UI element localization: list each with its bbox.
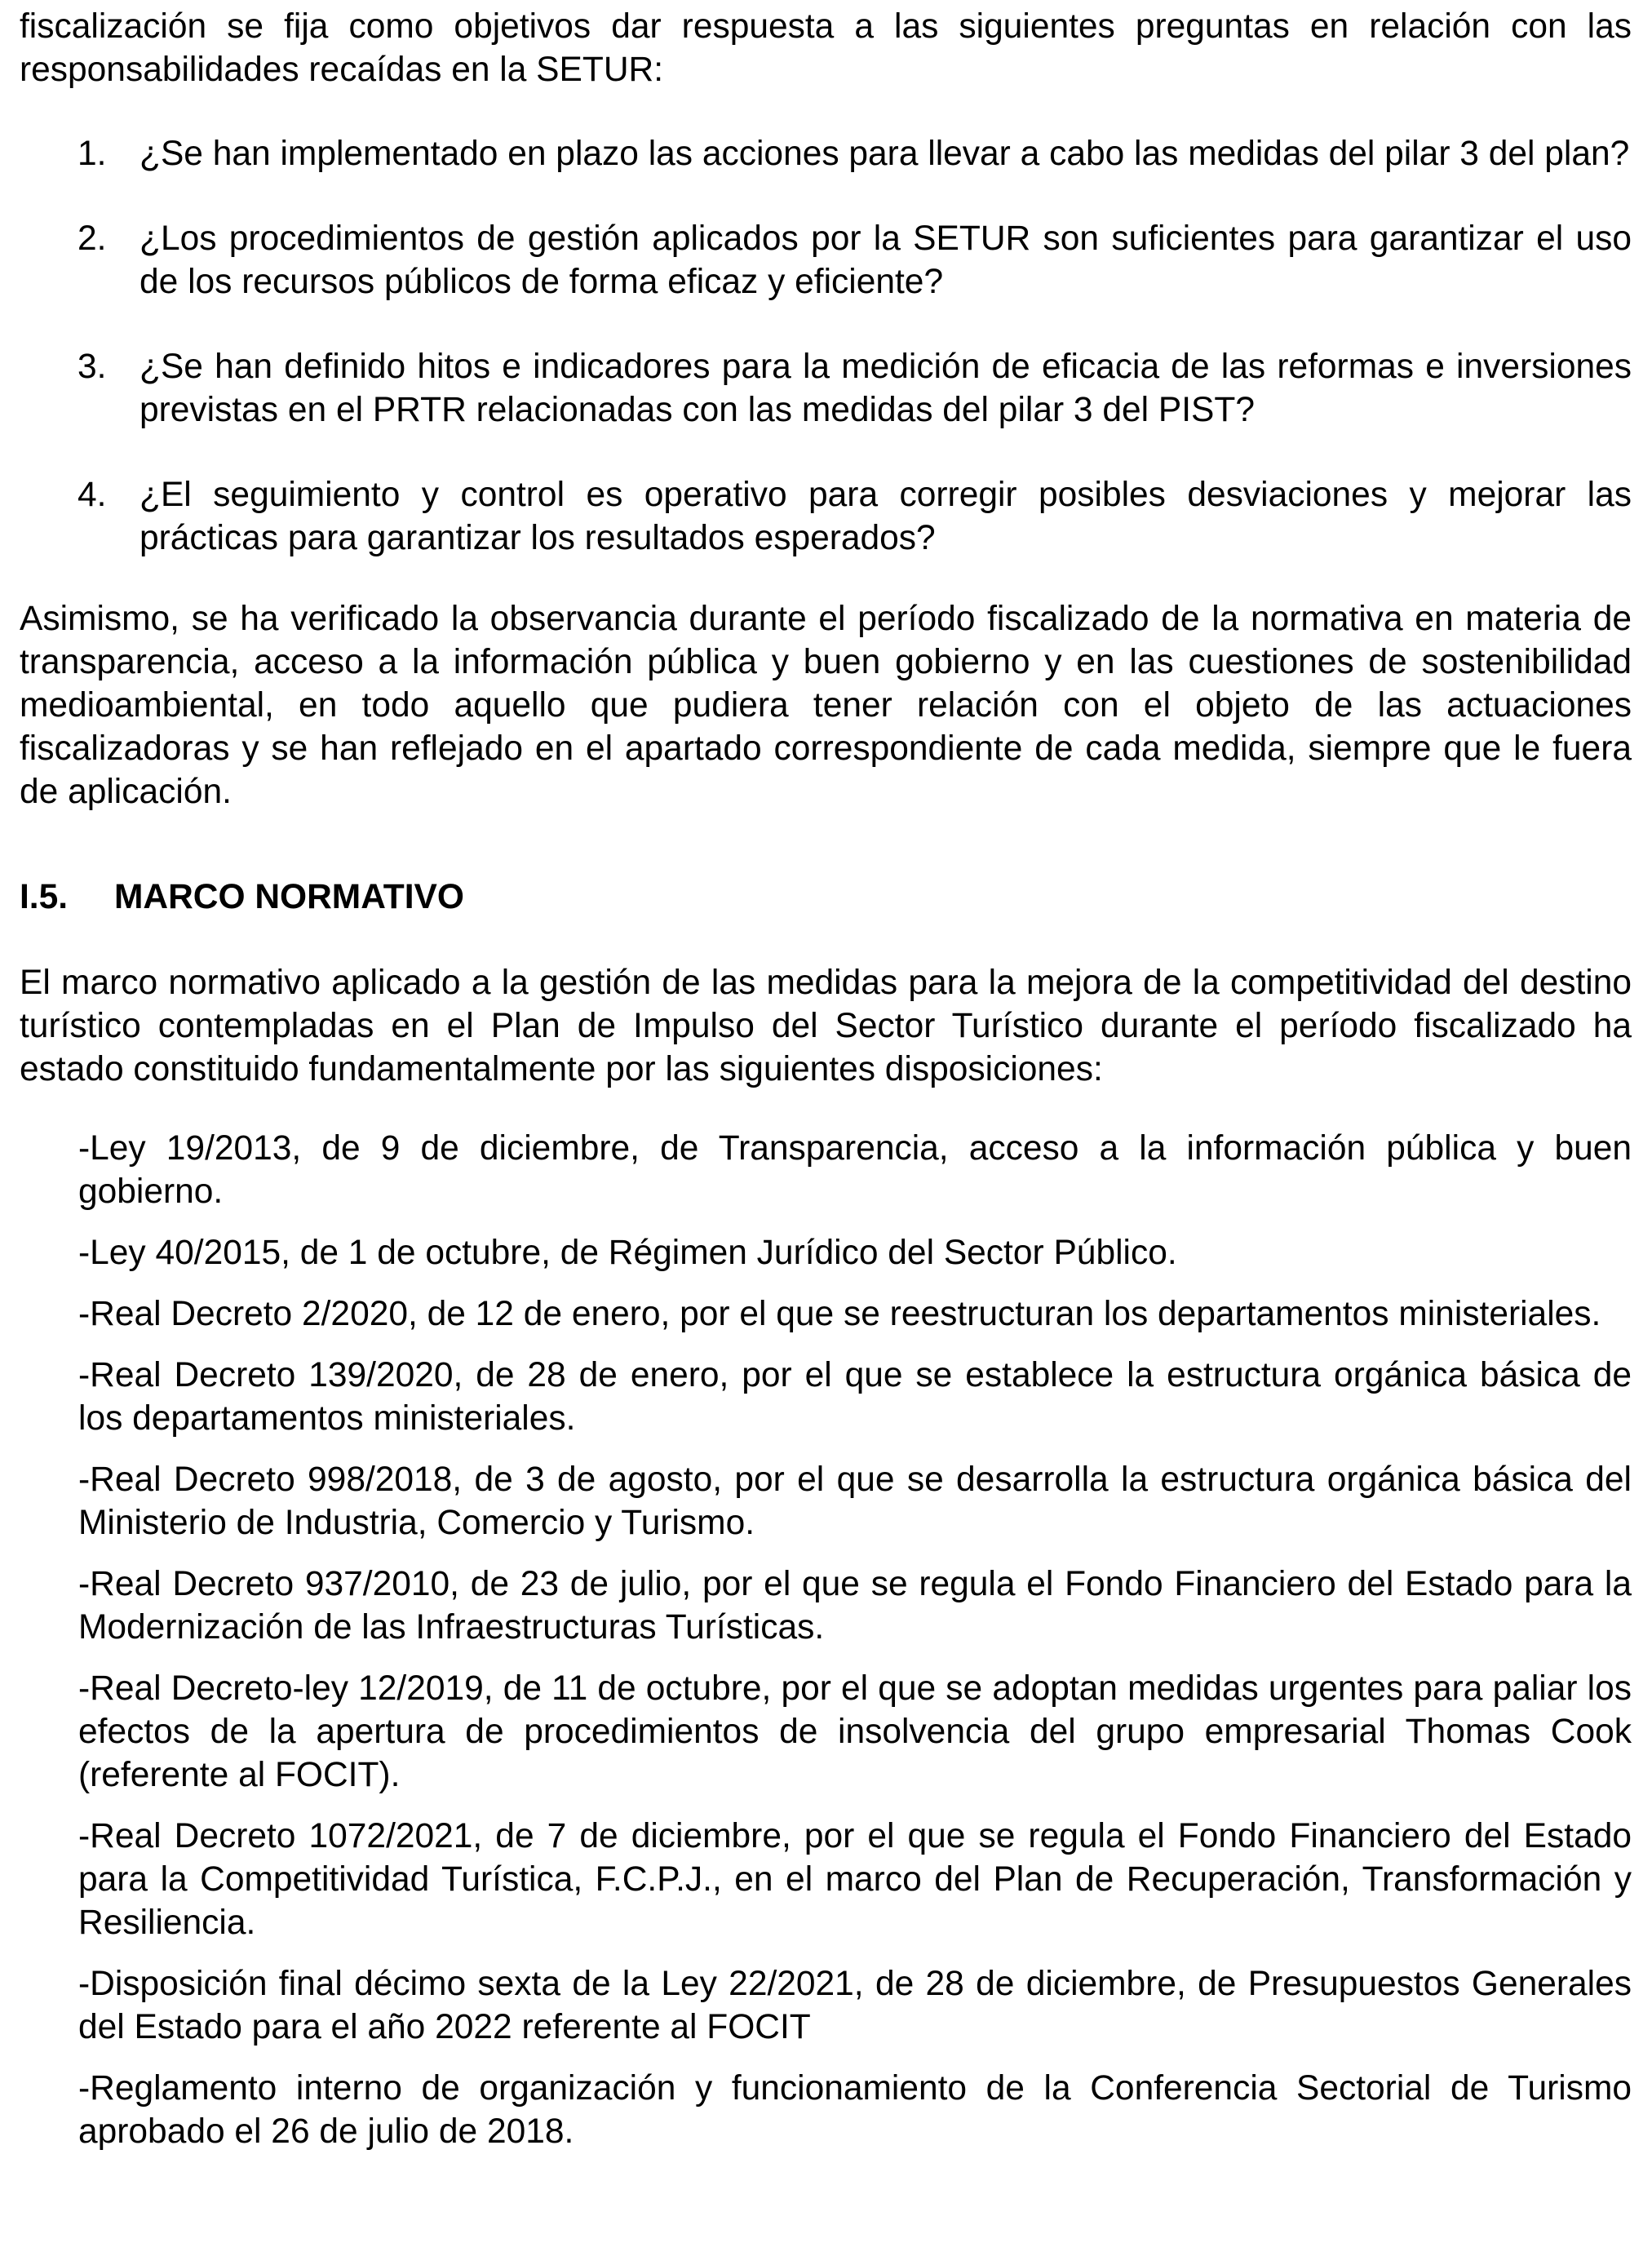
regulation-item: -Real Decreto 998/2018, de 3 de agosto, por el que se desarrolla la estructura orgánica básica del Ministerio de Industria, Comercio y Turismo.	[78, 1461, 1632, 1542]
regulation-item: -Real Decreto 1072/2021, de 7 de diciembre, por el que se regula el Fondo Financiero del Estado para la Competitividad Turística, F.C.P.J., en el marco del Plan de Recuperación, Transformación y Resiliencia.	[78, 1817, 1632, 1942]
intro-paragraph: fiscalización se fija como objetivos dar respuesta a las siguientes preguntas en relación con las responsabilidades recaídas en la SETUR:	[20, 7, 1632, 89]
question-text: ¿Se han implementado en plazo las acciones para llevar a cabo las medidas del pilar 3 del plan?	[140, 135, 1630, 173]
question-text: ¿Los procedimientos de gestión aplicados por la SETUR son suficientes para garantizar el uso de los recursos públicos de forma eficaz y eficiente?	[140, 219, 1632, 301]
question-text: ¿Se han definido hitos e indicadores para la medición de eficacia de las reformas e inversiones previstas en el PRTR relacionadas con las medidas del pilar 3 del PIST?	[140, 348, 1632, 429]
regulation-item: -Disposición final décimo sexta de la Ley 22/2021, de 28 de diciembre, de Presupuestos Generales del Estado para el año 2022 referente al FOCIT	[78, 1965, 1632, 2046]
question-text: ¿El seguimiento y control es operativo para corregir posibles desviaciones y mejorar las prácticas para garantizar los resultados esperados?	[140, 476, 1632, 557]
question-item	[20, 132, 1632, 175]
section-title: MARCO NORMATIVO	[114, 878, 464, 916]
section-number: I.5.	[20, 878, 69, 916]
transparency-paragraph: Asimismo, se ha verificado la observancia durante el período fiscalizado de la normativa en materia de transparencia, acceso a la información pública y buen gobierno y en las cuestiones de sostenibilidad medioambiental, en todo aquello que pudiera tener relación con el objeto de las actuaciones fiscalizadoras y se han reflejado en el apartado correspondiente de cada medida, siempre que le fuera de aplicación.	[20, 600, 1632, 811]
question-number: 1.	[78, 135, 107, 173]
question-item	[20, 473, 1632, 560]
document-page	[20, 5, 1632, 2171]
question-item	[20, 345, 1632, 432]
regulation-item: -Ley 19/2013, de 9 de diciembre, de Transparencia, acceso a la información pública y buen gobierno.	[78, 1129, 1632, 1211]
question-item	[20, 217, 1632, 304]
section-heading	[20, 875, 1632, 919]
regulation-item: -Reglamento interno de organización y funcionamiento de la Conferencia Sectorial de Turismo aprobado el 26 de julio de 2018.	[78, 2069, 1632, 2151]
question-number: 2.	[78, 219, 107, 258]
regulation-item: -Real Decreto-ley 12/2019, de 11 de octubre, por el que se adoptan medidas urgentes para paliar los efectos de la apertura de procedimientos de insolvencia del grupo empresarial Thomas Cook (referente al FOCIT).	[78, 1669, 1632, 1794]
regulation-item: -Ley 40/2015, de 1 de octubre, de Régimen Jurídico del Sector Público.	[78, 1234, 1177, 1272]
regulations-list	[20, 1127, 1632, 2153]
regulation-item: -Real Decreto 937/2010, de 23 de julio, por el que se regula el Fondo Financiero del Estado para la Modernización de las Infraestructuras Turísticas.	[78, 1565, 1632, 1647]
marco-paragraph: El marco normativo aplicado a la gestión de las medidas para la mejora de la competitividad del destino turístico contempladas en el Plan de Impulso del Sector Turístico durante el período fiscalizado ha estado constituido fundamentalmente por las siguientes disposiciones:	[20, 964, 1632, 1088]
audit-questions-list	[20, 132, 1632, 560]
regulation-item: -Real Decreto 139/2020, de 28 de enero, por el que se establece la estructura orgánica básica de los departamentos ministeriales.	[78, 1356, 1632, 1438]
regulation-item: -Real Decreto 2/2020, de 12 de enero, por el que se reestructuran los departamentos ministeriales.	[78, 1295, 1601, 1333]
question-number: 4.	[78, 476, 107, 514]
question-number: 3.	[78, 348, 107, 386]
